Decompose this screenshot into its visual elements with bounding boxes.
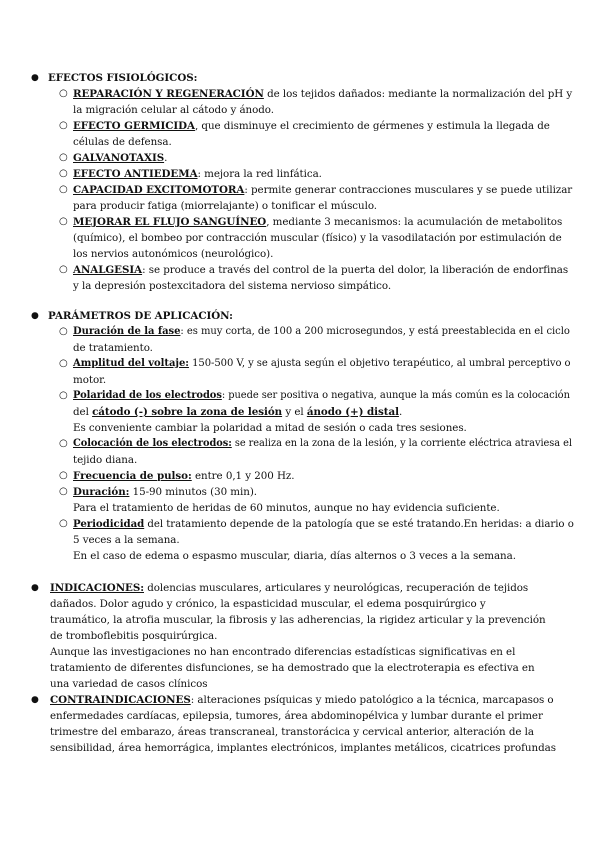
list-item: REPARACIÓN Y REGENERACIÓN de los tejidos dañados: mediante la normalización del pH y (73, 88, 573, 100)
list-item-cont: de tratamiento. (73, 342, 153, 354)
list-item: CAPACIDAD EXCITOMOTORA: permite generar contracciones musculares y se puede utilizar (73, 184, 573, 196)
sub-bullet-icon: ○ (59, 438, 68, 449)
list-item-cont: los nervios autonómicos (neurológico). (73, 248, 274, 260)
sub-bullet-icon: ○ (59, 184, 68, 195)
paragraph-line: de tromboflebitis posquirúrgica. (50, 630, 218, 642)
bullet-icon: ● (31, 73, 39, 83)
paragraph-line: trimestre del embarazo, áreas transcraneal, transtorácica y cervical anterior, alteración de la (50, 726, 534, 738)
list-item-cont: y la depresión postexcitadora del sistema nervioso simpático. (73, 280, 392, 292)
paragraph-line: Aunque las investigaciones no han encontrado diferencias estadísticas significativas en el (50, 646, 516, 658)
list-item-cont: tejido diana. (73, 454, 138, 466)
paragraph-line: dañados. Dolor agudo y crónico, la espasticidad muscular, el edema posquirúrgico y (50, 598, 486, 610)
list-item: ANALGESIA: se produce a través del control de la puerta del dolor, la liberación de endorfinas (73, 264, 569, 276)
list-item: MEJORAR EL FLUJO SANGUÍNEO, mediante 3 mecanismos: la acumulación de metabolitos (73, 216, 563, 228)
list-item-cont: Es conveniente cambiar la polaridad a mitad de sesión o cada tres sesiones. (73, 422, 467, 434)
paragraph-line: enfermedades cardíacas, epilepsia, tumores, área abdominopélvica y lumbar durante el primer (50, 710, 543, 722)
sub-bullet-icon: ○ (59, 326, 68, 337)
list-item: GALVANOTAXIS. (73, 152, 168, 164)
list-item-cont: Para el tratamiento de heridas de 60 minutos, aunque no hay evidencia suficiente. (73, 502, 500, 514)
paragraph-line: tratamiento de diferentes disfunciones, se ha demostrado que la electroterapia es efectiva en (50, 662, 535, 674)
list-item: Frecuencia de pulso: entre 0,1 y 200 Hz. (73, 470, 295, 482)
list-item: Duración de la fase: es muy corta, de 100 a 200 microsegundos, y está preestablecida en el ciclo (73, 326, 570, 337)
paragraph-line: CONTRAINDICACIONES: alteraciones psíquicas y miedo patológico a la técnica, marcapasos o (50, 694, 554, 706)
list-item-cont: para producir fatiga (miorrelajante) o tonificar el músculo. (73, 200, 378, 212)
paragraph-line: INDICACIONES: dolencias musculares, articulares y neurológicas, recuperación de tejidos (50, 582, 529, 594)
sub-bullet-icon: ○ (59, 216, 68, 227)
section-title: PARÁMETROS DE APLICACIÓN: (48, 310, 233, 322)
sub-bullet-icon: ○ (59, 486, 68, 497)
list-item-cont: del cátodo (-) sobre la zona de lesión y el ánodo (+) distal. (73, 406, 403, 418)
list-item-cont: 5 veces a la semana. (73, 534, 180, 546)
sub-bullet-icon: ○ (59, 390, 68, 401)
sub-bullet-icon: ○ (59, 120, 68, 131)
bullet-icon: ● (31, 311, 39, 321)
list-item: Amplitud del voltaje: 150-500 V, y se ajusta según el objetivo terapéutico, al umbral perceptivo o (73, 358, 571, 369)
list-item: EFECTO ANTIEDEMA: mejora la red linfática. (73, 168, 322, 180)
list-item: Polaridad de los electrodos: puede ser positiva o negativa, aunque la más común es la colocación (73, 390, 570, 401)
list-item: EFECTO GERMICIDA, que disminuye el crecimiento de gérmenes y estimula la llegada de (73, 120, 550, 132)
sub-bullet-icon: ○ (59, 168, 68, 179)
list-item-cont: motor. (73, 374, 107, 386)
list-item: Periodicidad del tratamiento depende de la patología que se esté tratando.En heridas: a diario o (73, 518, 574, 530)
sub-bullet-icon: ○ (59, 264, 68, 275)
paragraph-line: sensibilidad, área hemorrágica, implantes electrónicos, implantes metálicos, cicatrices profundas (50, 742, 556, 754)
list-item-cont: la migración celular al cátodo y ánodo. (73, 104, 274, 116)
list-item-cont: células de defensa. (73, 136, 172, 148)
sub-bullet-icon: ○ (59, 518, 68, 529)
sub-bullet-icon: ○ (59, 470, 68, 481)
list-item: Duración: 15-90 minutos (30 min). (73, 486, 258, 498)
list-item-cont: En el caso de edema o espasmo muscular, diaria, días alternos o 3 veces a la semana. (73, 550, 516, 562)
paragraph-line: traumático, la atrofia muscular, la fibrosis y las adherencias, la rigidez articular y la prevención (50, 614, 546, 626)
list-item-cont: (químico), el bombeo por contracción muscular (físico) y la vasodilatación por estimulación de (73, 232, 562, 244)
paragraph-line: una variedad de casos clínicos (50, 678, 208, 690)
bullet-icon: ● (31, 583, 39, 593)
sub-bullet-icon: ○ (59, 358, 68, 369)
list-item: Colocación de los electrodos: se realiza en la zona de la lesión, y la corriente eléctrica atraviesa el (73, 438, 572, 449)
bullet-icon: ● (31, 695, 39, 705)
sub-bullet-icon: ○ (59, 88, 68, 99)
section-title: EFECTOS FISIOLÓGICOS: (48, 72, 198, 84)
sub-bullet-icon: ○ (59, 152, 68, 163)
